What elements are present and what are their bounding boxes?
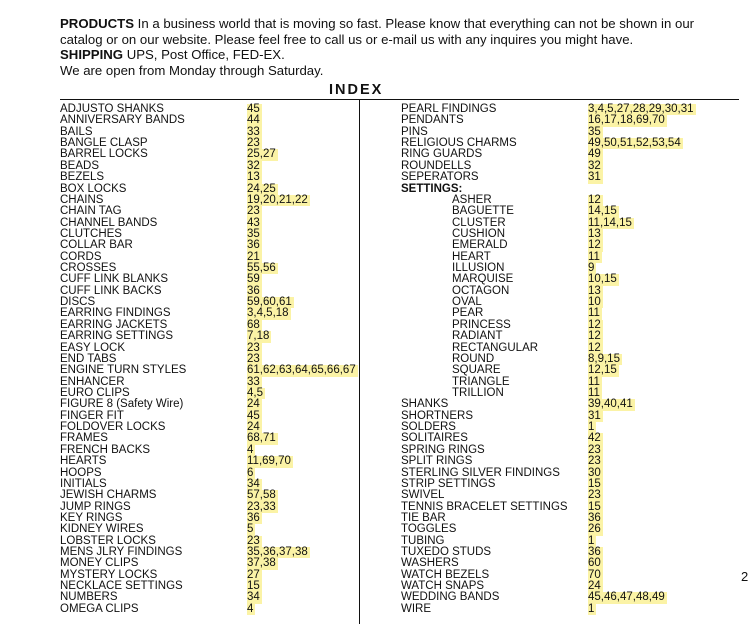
index-entry-name: SWIVEL: [401, 489, 445, 502]
index-entry-name: LOBSTER LOCKS: [60, 534, 156, 547]
index-entry-name: SOLITAIRES: [401, 432, 468, 445]
index-entry-pages: 19,20,21,22: [247, 193, 308, 206]
index-entry-pages: 11: [588, 307, 600, 320]
index-entry-name: FINGER FIT: [60, 409, 124, 422]
index-entry-name: STRIP SETTINGS: [401, 477, 496, 490]
index-entry-name: BAILS: [60, 125, 93, 138]
index-entry-pages: 10: [588, 296, 601, 309]
index-entry-pages: 36: [588, 546, 601, 559]
index-entry-pages: 24: [247, 398, 260, 411]
index-entry-pages: 32: [588, 159, 601, 172]
index-entry-pages: 44: [247, 114, 260, 127]
index-entry-name: PRINCESS: [452, 318, 511, 331]
index-entry-name: BEZELS: [60, 171, 105, 184]
index-entry-name: KEY RINGS: [60, 511, 123, 524]
index-entry-name: BOX LOCKS: [60, 182, 127, 195]
index-entry-pages: 21: [247, 250, 260, 263]
index-entry-name: SEPERATORS: [401, 171, 479, 184]
index-entry-pages: 5: [247, 523, 254, 536]
index-entry-pages: 15: [247, 580, 260, 593]
index-entry-name: SHORTNERS: [401, 409, 473, 422]
hours-text: We are open from Monday through Saturday.: [60, 62, 324, 78]
index-entry-pages: 6: [247, 466, 254, 479]
index-entry-name: ENGINE TURN STYLES: [60, 364, 187, 377]
index-entry-pages: 24,25: [247, 182, 276, 195]
index-entry-pages: 9: [588, 262, 595, 275]
index-entry-name: EARRING SETTINGS: [60, 330, 174, 343]
index-entry-pages: 12: [588, 193, 601, 206]
index-entry-pages: 39,40,41: [588, 398, 633, 411]
index-entry-name: CHAINS: [60, 193, 104, 206]
index-entry-pages: 35: [588, 125, 601, 138]
index-entry-pages: 35,36,37,38: [247, 546, 308, 559]
index-entry-name: CUFF LINK BACKS: [60, 284, 162, 297]
index-entry-pages: 36: [588, 511, 601, 524]
index-entry-pages: 42: [588, 432, 601, 445]
index-entry-pages: 23: [588, 489, 601, 502]
index-entry-pages: 24: [588, 580, 601, 593]
index-entry-name: TIE BAR: [401, 511, 446, 524]
index-entry-pages: 8,9,15: [588, 352, 620, 365]
page-number: 2: [741, 569, 749, 584]
index-entry-pages: 13: [588, 284, 601, 297]
index-entry-name: HEART: [452, 250, 491, 263]
index-entry-name: BEADS: [60, 159, 99, 172]
index-entry-name: RELIGIOUS CHARMS: [401, 137, 517, 150]
index-entry-pages: 30: [588, 466, 601, 479]
index-entry-pages: 11,69,70: [247, 455, 291, 468]
index-entry-name: BANGLE CLASP: [60, 137, 148, 150]
index-entry-pages: 32: [247, 159, 260, 172]
index-entry-name: RING GUARDS: [401, 148, 483, 161]
index-entry-name: ANNIVERSARY BANDS: [60, 114, 185, 127]
intro-text: [60, 16, 740, 78]
index-entry-pages: 1: [588, 421, 595, 434]
index-title: INDEX: [329, 82, 384, 98]
index-entry-pages: 68: [247, 318, 260, 331]
index-entry-name: STERLING SILVER FINDINGS: [401, 466, 560, 479]
index-entry-pages: 3,4,5,18: [247, 307, 289, 320]
index-entry-pages: 23: [588, 443, 601, 456]
index-entry-pages: 31: [588, 409, 601, 422]
index-entry-pages: 45: [247, 103, 260, 115]
index-entry-name: EARRING FINDINGS: [60, 307, 171, 320]
index-entry-name: ROUND: [452, 352, 495, 365]
index-entry-pages: 68,71: [247, 432, 276, 445]
index-entry-name: PENDANTS: [401, 114, 464, 127]
index-entry-pages: 59,60,61: [247, 296, 292, 309]
index-entry-name: EMERALD: [452, 239, 508, 252]
products-label: PRODUCTS: [60, 16, 134, 31]
index-entry-pages: 12: [588, 330, 601, 343]
index-entry-pages: 23: [247, 534, 260, 547]
index-entry-pages: 57,58: [247, 489, 276, 502]
index-entry-name: CUSHION: [452, 227, 506, 240]
index-top-rule: [60, 99, 739, 100]
index-entry-pages: 15: [588, 477, 601, 490]
index-entry-name: CLUTCHES: [60, 227, 122, 240]
index-entry-name: OMEGA CLIPS: [60, 602, 139, 615]
index-entry-pages: 55,56: [247, 262, 276, 275]
index-entry-name: OCTAGON: [452, 284, 510, 297]
index-entry-pages: 12,15: [588, 364, 617, 377]
index-entry-name: COLLAR BAR: [60, 239, 133, 252]
index-entry-name: TENNIS BRACELET SETTINGS: [401, 500, 568, 513]
index-entry-name: DISCS: [60, 296, 96, 309]
index-entry-pages: 27: [247, 568, 260, 581]
products-paragraph: [60, 16, 740, 47]
index-entry-pages: 4,5: [247, 386, 263, 399]
index-entry-pages: 10,15: [588, 273, 617, 286]
index-entry-pages: 4: [247, 443, 254, 456]
index-entry-name: CLUSTER: [452, 216, 506, 229]
index-entry-pages: 34: [247, 591, 260, 604]
index-entry-pages: 1: [588, 534, 595, 547]
index-entry-pages: 23: [247, 341, 260, 354]
index-entry-name: ILLUSION: [452, 262, 505, 275]
index-entry-pages: 11: [588, 250, 600, 263]
index-entry-pages: 25,27: [247, 148, 276, 161]
index-entry-pages: 45: [247, 409, 260, 422]
index-entry-name: BARREL LOCKS: [60, 148, 148, 161]
index-entry-name: ADJUSTO SHANKS: [60, 103, 164, 115]
index-entry-name: CHANNEL BANDS: [60, 216, 158, 229]
index-entry-pages: 11: [588, 375, 600, 388]
index-entry-name: FRAMES: [60, 432, 108, 445]
index-entry-pages: 23: [247, 137, 260, 150]
index-entry-name: PEAR: [452, 307, 484, 320]
index-entry-name: SOLDERS: [401, 421, 456, 434]
index-entry-pages: 70: [588, 568, 601, 581]
index-entry-pages: 49,50,51,52,53,54: [588, 137, 681, 150]
index-entry-name: WEDDING BANDS: [401, 591, 500, 604]
index-entry-pages: 11: [588, 386, 600, 399]
index-entry-name: END TABS: [60, 352, 117, 365]
index-column-divider: [359, 100, 360, 624]
index-entry-pages: 12: [588, 239, 601, 252]
index-entry-name: JUMP RINGS: [60, 500, 131, 513]
index-entry-pages: 11,14,15: [588, 216, 632, 229]
index-entry-pages: 43: [247, 216, 260, 229]
index-entry-pages: 13: [588, 227, 601, 240]
index-entry-pages: 1: [588, 602, 595, 615]
index-entry-name: TRIANGLE: [452, 375, 510, 388]
index-entry-name: FRENCH BACKS: [60, 443, 151, 456]
index-entry-pages: 24: [247, 421, 260, 434]
index-entry-name: CORDS: [60, 250, 102, 263]
index-entry-pages: 36: [247, 511, 260, 524]
index-entry-pages: 4: [247, 602, 254, 615]
index-entry-pages: 33: [247, 375, 260, 388]
index-entry-pages: 3,4,5,27,28,29,30,31: [588, 103, 694, 115]
index-entry-name: TUXEDO STUDS: [401, 546, 492, 559]
index-entry-pages: 23,33: [247, 500, 276, 513]
index-entry-name: TOGGLES: [401, 523, 457, 536]
shipping-text: UPS, Post Office, FED-EX.: [123, 47, 285, 63]
index-entry-name: WASHERS: [401, 557, 459, 570]
index-entry-pages: 45,46,47,48,49: [588, 591, 665, 604]
index-entry-name: TUBING: [401, 534, 445, 547]
index-entry-name: SPRING RINGS: [401, 443, 485, 456]
index-entry-pages: 26: [588, 523, 601, 536]
index-entry-pages: 59: [247, 273, 260, 286]
index-entry-name: FOLDOVER LOCKS: [60, 421, 166, 434]
index-entry-name: WATCH SNAPS: [401, 580, 485, 593]
index-entry-pages: 13: [247, 171, 260, 184]
index-entry-name: WATCH BEZELS: [401, 568, 490, 581]
index-entry-pages: 7,18: [247, 330, 270, 343]
index-entry-pages: 36: [247, 284, 260, 297]
index-entry-name: OVAL: [452, 296, 482, 309]
index-entry-name: ENHANCER: [60, 375, 125, 388]
index-entry-name: HEARTS: [60, 455, 107, 468]
index-entry-pages: 61,62,63,64,65,66,67: [247, 364, 356, 377]
index-entry-name: JEWISH CHARMS: [60, 489, 157, 502]
index-entry-name: EARRING JACKETS: [60, 318, 168, 331]
index-entry-name: MENS JLRY FINDINGS: [60, 546, 183, 559]
index-entry-name: TRILLION: [452, 386, 504, 399]
index-entry-name: SHANKS: [401, 398, 449, 411]
index-entry-name: INITIALS: [60, 477, 107, 490]
index-entry-pages: 12: [588, 341, 601, 354]
index-entry-name: NECKLACE SETTINGS: [60, 580, 183, 593]
index-entry-name: EASY LOCK: [60, 341, 125, 354]
index-entry-pages: 49: [588, 148, 601, 161]
index-entry-name: NUMBERS: [60, 591, 118, 604]
index-entry-name: MYSTERY LOCKS: [60, 568, 158, 581]
index-entry-name: MONEY CLIPS: [60, 557, 139, 570]
index-entry-name: CUFF LINK BLANKS: [60, 273, 168, 286]
index-entry-pages: 23: [247, 352, 260, 365]
index-entry-name: FIGURE 8 (Safety Wire): [60, 398, 184, 411]
shipping-label: SHIPPING: [60, 47, 124, 63]
index-entry-pages: 34: [247, 477, 260, 490]
index-entry-pages: 12: [588, 318, 601, 331]
index-entry-name: CHAIN TAG: [60, 205, 122, 218]
index-entry-pages: 23: [588, 455, 601, 468]
index-entry-pages: 16,17,18,69,70: [588, 114, 665, 127]
index-entry-name: BAGUETTE: [452, 205, 514, 218]
index-entry-pages: 60: [588, 557, 601, 570]
index-entry-name: SETTINGS:: [401, 182, 463, 195]
index-entry-name: WIRE: [401, 602, 432, 615]
index-entry-name: MARQUISE: [452, 273, 514, 286]
index-entry-pages: 14,15: [588, 205, 617, 218]
index-entry-name: ROUNDELLS: [401, 159, 472, 172]
index-entry-pages: 37,38: [247, 557, 276, 570]
index-entry-pages: 15: [588, 500, 601, 513]
index-entry-name: SPLIT RINGS: [401, 455, 473, 468]
shipping-paragraph: [60, 47, 740, 63]
index-entry-pages: 36: [247, 239, 260, 252]
index-entry-name: RADIANT: [452, 330, 503, 343]
products-text: In a business world that is moving so fast. Please know that everything can not be shown in our catalog or on our website. Please feel free to call us or e-mail us with any inquires you might have.: [60, 16, 695, 47]
index-entry-name: ASHER: [452, 193, 492, 206]
index-entry-pages: 23: [247, 205, 260, 218]
index-entry-name: KIDNEY WIRES: [60, 523, 144, 536]
index-entry-pages: 35: [247, 227, 260, 240]
index-entry-name: EURO CLIPS: [60, 386, 130, 399]
index-entry-name: HOOPS: [60, 466, 102, 479]
index-entry-name: PEARL FINDINGS: [401, 103, 497, 115]
index-entry-pages: 33: [247, 125, 260, 138]
index-entry-name: SQUARE: [452, 364, 501, 377]
index-entry-name: CROSSES: [60, 262, 117, 275]
index-entry-name: PINS: [401, 125, 428, 138]
index-entry-pages: 31: [588, 171, 601, 184]
index-entry-name: RECTANGULAR: [452, 341, 539, 354]
